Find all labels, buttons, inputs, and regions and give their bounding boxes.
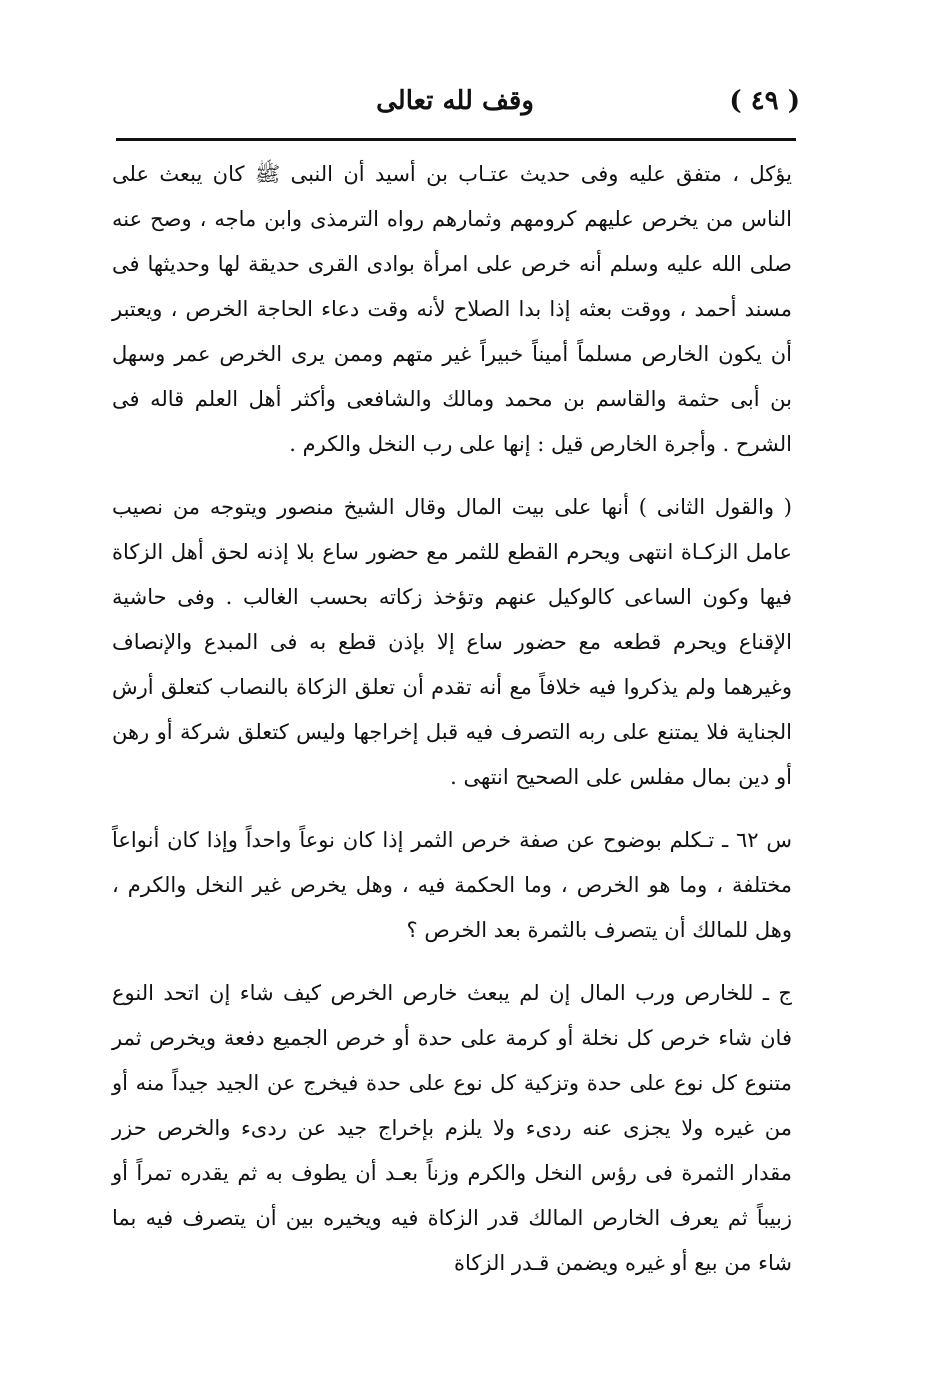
answer-paragraph: ج ـ للخارص ورب المال إن لم يبعث خارص الخرص كيف شاء إن اتحد النوع فان شاء خرص كل نخلة أو كرمة على حدة أو خرص الجميع دفعة ويخرص ثمر متنوع كل نوع على حدة وتزكية كل نوع على حدة فيخرج عن الجيد جيداً منه أو من غيره ولا يجزى عنه ردىء ولا يلزم بإخراج جيد عن ردىء والخرص حزر مقدار الثمرة فى رؤس النخل والكرم وزناً بعـد أن يطوف به ثم يقدره تمراً أو زبيباً ثم يعرف الخارص المالك قدر الزكاة فيه ويخيره بين أن يتصرف فيه بما شاء من بيع أو غيره ويضمن قـدر الزكاة bbox=[112, 981, 792, 1275]
question-paragraph: س ٦٢ ـ تـكلم بوضوح عن صفة خرص الثمر إذا كان نوعاً واحداً وإذا كان أنواعاً مختلفة ، وما هو الخرص ، وما الحكمة فيه ، وهل يخرص غير النخل والكرم ، وهل للمالك أن يتصرف بالثمرة بعد الخرص ؟ bbox=[112, 828, 792, 942]
running-title: وقف لله تعالى bbox=[376, 86, 534, 116]
paragraph: يؤكل ، متفق عليه وفى حديث عتـاب بن أسيد أن النبى ﷺ كان يبعث على الناس من يخرص عليهم كرومهم وثمارهم رواه الترمذى وابن ماجه ، وصح عنه صلى الله عليه وسلم أنه خرص على امرأة بوادى القرى حديقة لها وحديثها فى مسند أحمد ، ووقت بعثه إذا بدا الصلاح لأنه وقت دعاء الحاجة الخرص ، ويعتبر أن يكون الخارص مسلماً أميناً خبيراً غير متهم وممن يرى الخرص عمر وسهل بن أبى حثمة والقاسم بن محمد ومالك والشافعى وأكثر أهل العلم قاله فى الشرح . وأجرة الخارص قيل : إنها على رب النخل والكرم . bbox=[112, 162, 792, 456]
header-rule bbox=[116, 138, 796, 141]
page-number: ( ٤٩ ) bbox=[729, 86, 800, 116]
page-header bbox=[110, 86, 800, 132]
paragraph: ( والقول الثانى ) أنها على بيت المال وقال الشيخ منصور ويتوجه من نصيب عامل الزكـاة انتهى ويحرم القطع للثمر مع حضور ساع بلا إذنه لحق أهل الزكاة فيها وكون الساعى كالوكيل عنهم وتؤخذ زكاته بحسب الغالب . وفى حاشية الإقناع ويحرم قطعه مع حضور ساع إلا بإذن قطع به فى المبدع والإنصاف وغيرهما ولم يذكروا فيه خلافاً مع أنه تقدم أن تعلق الزكاة بالنصاب كتعلق أرش الجناية فلا يمتنع على ربه التصرف فيه قبل إخراجها وليس كتعلق شركة أو رهن أو دين بمال مفلس على الصحيح انتهى . bbox=[112, 495, 792, 789]
page-body bbox=[112, 152, 792, 1286]
